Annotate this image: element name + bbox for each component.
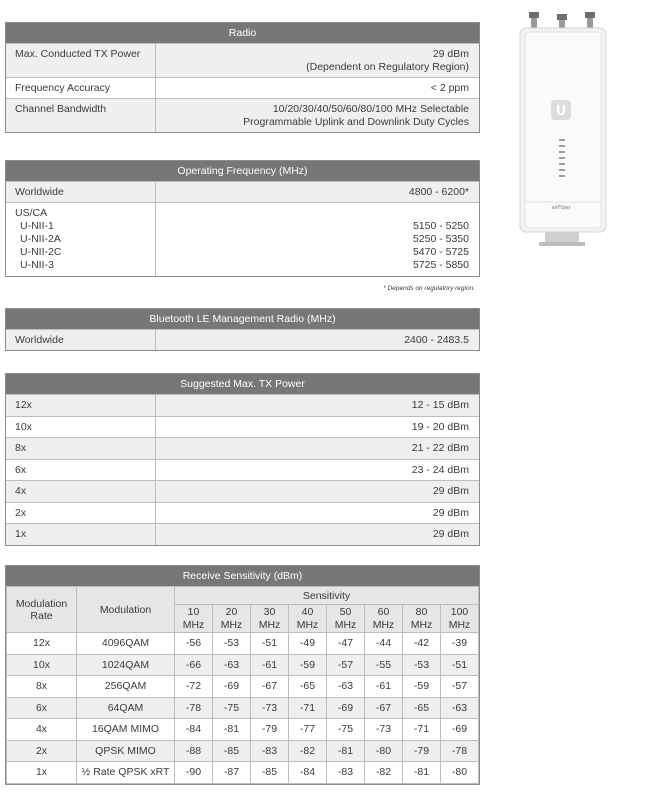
sensitivity-cell: -83 — [327, 762, 365, 784]
sensitivity-cell: -53 — [403, 654, 441, 676]
bluetooth-table — [5, 308, 480, 351]
ubiquiti-logo-icon — [551, 100, 571, 120]
rate-cell: 12x — [7, 633, 77, 655]
band-value: 5725 - 5850 — [412, 259, 469, 271]
row-label: Worldwide — [6, 330, 156, 350]
rate-cell: 2x — [7, 740, 77, 762]
table-row — [6, 181, 479, 202]
modulation-cell: 1024QAM — [77, 654, 175, 676]
table-row — [6, 416, 479, 438]
row-value: 23 - 24 dBm — [411, 463, 469, 476]
footnote: * Depends on regulatory region. — [383, 285, 475, 292]
modulation-cell: 4096QAM — [77, 633, 175, 655]
row-label: 10x — [6, 417, 156, 438]
bandwidth-value: 100 — [450, 605, 469, 618]
sensitivity-cell: -85 — [251, 762, 289, 784]
sensitivity-cell: -47 — [327, 633, 365, 655]
sensitivity-cell: -78 — [441, 740, 479, 762]
sensitivity-cell: -79 — [251, 719, 289, 741]
radio-table — [5, 22, 480, 133]
bandwidth-value: 40 — [301, 605, 314, 618]
bandwidth-value: 50 — [339, 605, 352, 618]
sensitivity-cell: -42 — [403, 633, 441, 655]
band-label: U-NII-2C — [20, 246, 62, 258]
col-header-bandwidth — [441, 605, 479, 633]
sensitivity-cell: -78 — [175, 697, 213, 719]
radio-title: Radio — [6, 23, 479, 43]
band-value: 5470 - 5725 — [412, 246, 469, 258]
bandwidth-value: 80 — [415, 605, 428, 618]
sensitivity-cell: -75 — [213, 697, 251, 719]
sensitivity-cell: -79 — [403, 740, 441, 762]
table-row — [7, 762, 479, 784]
modulation-cell: QPSK MIMO — [77, 740, 175, 762]
table-row — [6, 502, 479, 524]
band-label: U-NII-1 — [20, 220, 54, 232]
sensitivity-cell: -61 — [365, 676, 403, 698]
sensitivity-cell: -66 — [175, 654, 213, 676]
bandwidth-unit: MHz — [448, 618, 471, 631]
bandwidth-unit: MHz — [410, 618, 433, 631]
modulation-cell: ½ Rate QPSK xRT — [77, 762, 175, 784]
row-label: 4x — [6, 481, 156, 502]
rate-cell: 10x — [7, 654, 77, 676]
svg-text:U: U — [555, 104, 567, 119]
sensitivity-cell: -56 — [175, 633, 213, 655]
band-value: 5250 - 5350 — [412, 233, 469, 245]
product-label: airFiber — [551, 205, 571, 211]
receive-sensitivity-title: Receive Sensitivity (dBm) — [6, 566, 479, 586]
col-header-bandwidth — [327, 605, 365, 633]
sensitivity-cell: -59 — [403, 676, 441, 698]
sensitivity-cell: -88 — [175, 740, 213, 762]
col-header-rate — [7, 587, 77, 633]
row-value: 4800 - 6200* — [408, 186, 469, 198]
sensitivity-cell: -63 — [441, 697, 479, 719]
operating-frequency-table — [5, 160, 480, 277]
sensitivity-cell: -51 — [251, 633, 289, 655]
sensitivity-cell: -63 — [213, 654, 251, 676]
band-label: U-NII-2A — [20, 233, 61, 245]
sensitivity-cell: -71 — [289, 697, 327, 719]
table-row — [6, 43, 479, 77]
row-label: Frequency Accuracy — [6, 78, 156, 98]
sensitivity-cell: -84 — [289, 762, 327, 784]
rate-cell: 4x — [7, 719, 77, 741]
tx-power-title: Suggested Max. TX Power — [6, 374, 479, 394]
sensitivity-cell: -84 — [175, 719, 213, 741]
sensitivity-cell: -59 — [289, 654, 327, 676]
sensitivity-cell: -44 — [365, 633, 403, 655]
row-label: 6x — [6, 460, 156, 481]
table-row — [7, 654, 479, 676]
row-value — [156, 99, 479, 132]
row-label: Max. Conducted TX Power — [6, 44, 156, 77]
receive-sensitivity-table — [5, 565, 480, 785]
table-row — [6, 98, 479, 132]
col-header-bandwidth — [213, 605, 251, 633]
sensitivity-cell: -83 — [251, 740, 289, 762]
band-label: U-NII-3 — [20, 259, 54, 271]
sensitivity-cell: -69 — [327, 697, 365, 719]
row-value: 29 dBm — [432, 485, 469, 497]
row-value — [156, 44, 479, 77]
sensitivity-grid — [6, 586, 479, 784]
sensitivity-cell: -57 — [441, 676, 479, 698]
product-image — [515, 12, 610, 252]
table-row — [6, 329, 479, 350]
sensitivity-cell: -71 — [403, 719, 441, 741]
sensitivity-cell: -82 — [365, 762, 403, 784]
row-value-line: 10/20/30/40/50/60/80/100 MHz Selectable — [272, 103, 469, 115]
modulation-cell: 256QAM — [77, 676, 175, 698]
rate-cell: 8x — [7, 676, 77, 698]
sensitivity-cell: -73 — [365, 719, 403, 741]
col-header-bandwidth — [175, 605, 213, 633]
sensitivity-cell: -49 — [289, 633, 327, 655]
row-label: Worldwide — [6, 182, 156, 202]
table-row — [6, 394, 479, 416]
table-row — [7, 740, 479, 762]
band-value: 5150 - 5250 — [412, 220, 469, 232]
sensitivity-cell: -57 — [327, 654, 365, 676]
modulation-cell: 16QAM MIMO — [77, 719, 175, 741]
table-row — [6, 77, 479, 98]
row-value-line: 29 dBm — [432, 48, 469, 60]
sensitivity-cell: -81 — [403, 762, 441, 784]
row-value-line: (Dependent on Regulatory Region) — [306, 61, 469, 73]
row-value: 2400 - 2483.5 — [404, 334, 469, 346]
row-label: 12x — [6, 395, 156, 416]
sensitivity-cell: -87 — [213, 762, 251, 784]
region-label: US/CA — [15, 207, 48, 219]
table-row — [6, 480, 479, 502]
table-row — [7, 633, 479, 655]
row-label — [6, 203, 156, 276]
col-header-text: Rate — [30, 609, 53, 622]
sensitivity-cell: -65 — [289, 676, 327, 698]
table-row — [6, 459, 479, 481]
bandwidth-unit: MHz — [296, 618, 319, 631]
row-value: 19 - 20 dBm — [411, 420, 469, 433]
bluetooth-title: Bluetooth LE Management Radio (MHz) — [6, 309, 479, 329]
sensitivity-cell: -81 — [213, 719, 251, 741]
sensitivity-cell: -65 — [403, 697, 441, 719]
col-header-bandwidth — [251, 605, 289, 633]
bandwidth-unit: MHz — [334, 618, 357, 631]
col-header-bandwidth — [403, 605, 441, 633]
sensitivity-cell: -73 — [251, 697, 289, 719]
bandwidth-unit: MHz — [220, 618, 243, 631]
antenna-connector-icon — [529, 12, 539, 28]
rate-cell: 6x — [7, 697, 77, 719]
sensitivity-cell: -80 — [365, 740, 403, 762]
table-row — [6, 202, 479, 276]
sensitivity-cell: -72 — [175, 676, 213, 698]
row-value: < 2 ppm — [430, 82, 469, 94]
sensitivity-cell: -67 — [251, 676, 289, 698]
sensitivity-cell: -69 — [441, 719, 479, 741]
bandwidth-value: 20 — [225, 605, 238, 618]
bandwidth-unit: MHz — [372, 618, 395, 631]
col-header-bandwidth — [365, 605, 403, 633]
sensitivity-cell: -90 — [175, 762, 213, 784]
row-label: 1x — [6, 524, 156, 545]
sensitivity-cell: -51 — [441, 654, 479, 676]
col-header-text: Modulation — [15, 597, 68, 610]
col-header-modulation: Modulation — [77, 587, 175, 633]
row-value-line: Programmable Uplink and Downlink Duty Cycles — [243, 116, 469, 128]
col-header-sensitivity: Sensitivity — [175, 587, 479, 605]
sensitivity-cell: -81 — [327, 740, 365, 762]
row-label: Channel Bandwidth — [6, 99, 156, 132]
bandwidth-unit: MHz — [182, 618, 205, 631]
bandwidth-value: 30 — [263, 605, 276, 618]
row-value: 29 dBm — [432, 506, 469, 519]
row-value: 29 dBm — [432, 528, 469, 540]
sensitivity-cell: -75 — [327, 719, 365, 741]
table-row — [7, 719, 479, 741]
sensitivity-cell: -69 — [213, 676, 251, 698]
sensitivity-cell: -85 — [213, 740, 251, 762]
sensitivity-cell: -61 — [251, 654, 289, 676]
table-row — [7, 676, 479, 698]
sensitivity-cell: -80 — [441, 762, 479, 784]
table-row — [7, 697, 479, 719]
tx-power-table — [5, 373, 480, 546]
sensitivity-cell: -39 — [441, 633, 479, 655]
sensitivity-cell: -55 — [365, 654, 403, 676]
sensitivity-cell: -82 — [289, 740, 327, 762]
table-row — [6, 437, 479, 459]
modulation-cell: 64QAM — [77, 697, 175, 719]
bandwidth-value: 60 — [377, 605, 390, 618]
row-value: 12 - 15 dBm — [411, 399, 469, 411]
operating-frequency-title: Operating Frequency (MHz) — [6, 161, 479, 181]
row-label: 8x — [6, 438, 156, 459]
sensitivity-cell: -63 — [327, 676, 365, 698]
row-label: 2x — [6, 503, 156, 524]
bandwidth-unit: MHz — [258, 618, 281, 631]
antenna-connector-icon — [585, 12, 595, 28]
table-row — [6, 523, 479, 545]
rate-cell: 1x — [7, 762, 77, 784]
sensitivity-cell: -67 — [365, 697, 403, 719]
bandwidth-value: 10 — [187, 605, 200, 618]
row-value — [156, 203, 479, 276]
row-value: 21 - 22 dBm — [411, 442, 469, 454]
sensitivity-cell: -77 — [289, 719, 327, 741]
sensitivity-cell: -53 — [213, 633, 251, 655]
col-header-bandwidth — [289, 605, 327, 633]
